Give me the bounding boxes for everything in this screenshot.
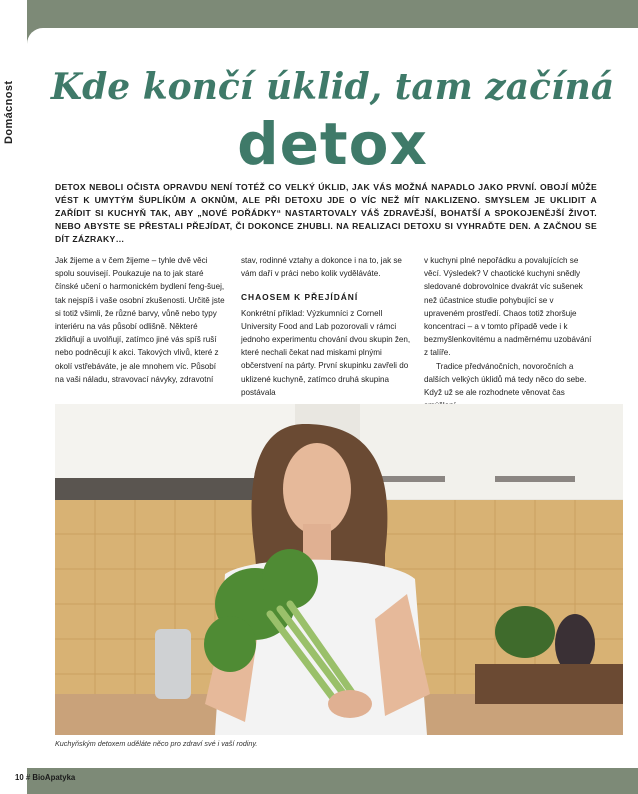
- article-photo: [55, 404, 623, 735]
- body-paragraph: Konkrétní příklad: Výzkumníci z Cornell University Food and Lab pozorovali v rámci jednoho experimentu chování dvou skupin žen, které nechali čekat nad miskami plnými občerstvení na párty. První skupinku zavřeli do uklizené kuchyně, zatímco druhá skupina postávala: [241, 308, 411, 397]
- section-tab: [0, 0, 27, 794]
- section-label: Domácnost: [3, 80, 15, 144]
- kitchen-photo-illustration: [55, 404, 623, 735]
- body-paragraph: stav, rodinné vztahy a dokonce i na to, jak se vám daří v práci nebo kolik vyděláváte.: [241, 256, 402, 279]
- photo-caption: Kuchyňským detoxem uděláte něco pro zdraví své i vaší rodiny.: [55, 739, 258, 748]
- body-paragraph: Tradice předvánočních, novoročních a dalších velkých úklidů má tedy něco do sebe. Když už se ale rozhodnete věnovat čas: [424, 361, 587, 398]
- magazine-name: BioApatyka: [32, 773, 76, 782]
- text-column-2: [241, 254, 411, 399]
- body-paragraph: Jak žijeme a v čem žijeme – tyhle dvě věci spolu souvisejí. Poukazuje na to jak staré čínské učení o harmonickém bydlení feng-šuej, tak nejspíš i vaše osobní zkušenosti. Určitě jste si totiž všimli, že různé barvy, vůně nebo typy interiéru na vás působí odlišně. Některé zklidňují a uvolňují, zatímco jiné vás spíš ruší nebo podněcují k akci. Takových vlivů, které z okolí vstřebáváte, je ale mnohem víc. Působí na vaši náladu, stravovací návyky, zdravotní: [55, 256, 225, 384]
- footer-separator: #: [25, 773, 31, 782]
- body-paragraph: v kuchyni plné nepořádku a povalujících se věcí. Výsledek? V chaotické kuchyni snědly sledované dobrovolnice dvakrát víc sušenek než účastnice studie pohybující se v upraveném prostředí. Chaos totiž zhoršuje koncentraci – a v tomto případě vede i k bezmyšlenkovitému a nadměrnému uzobávání z talíře.: [424, 256, 592, 358]
- text-column-3: [424, 254, 594, 412]
- article-page: [27, 28, 638, 768]
- title-main: detox: [237, 110, 428, 178]
- page-number: 10: [15, 773, 24, 782]
- section-heading: CHAOSEM K PŘEJÍDÁNÍ: [241, 292, 359, 303]
- lead-paragraph: DETOX NEBOLI OČISTA OPRAVDU NENÍ TOTÉŽ CO VELKÝ ÚKLID, JAK VÁS MOŽNÁ NAPADLO JAKO PRVNÍ. OBOJÍ MŮŽE VÉST K UMYTÝM ŠUPLÍKŮM A OKNŮM, ALE PŘI DETOXU JDE O VÍC NEŽ MÍT NAKLIZENO. SMYSLEM JE UKLIDIT A ZAŘÍDIT SI KUCHYŇ TAK, ABY „NOVÉ POŘÁDKY“ NASTARTOVALY VÁŠ ZDRAVĚJŠÍ, BOHATŠÍ A SPOKOJENĚJŠÍ ŽIVOT. NEBO ABYSTE SE PŘESTALI PŘEJÍDAT, ČI DOKONCE ZHUBLI. NA REALIZACI DETOXU SI VYHRAĎTE DEN. A ZAČNOU SE DÍT ZÁZRAKY…: [55, 182, 597, 244]
- text-column-1: [55, 254, 225, 386]
- page-footer: [15, 773, 75, 785]
- title-script: Kde končí úklid, tam začíná: [50, 66, 615, 108]
